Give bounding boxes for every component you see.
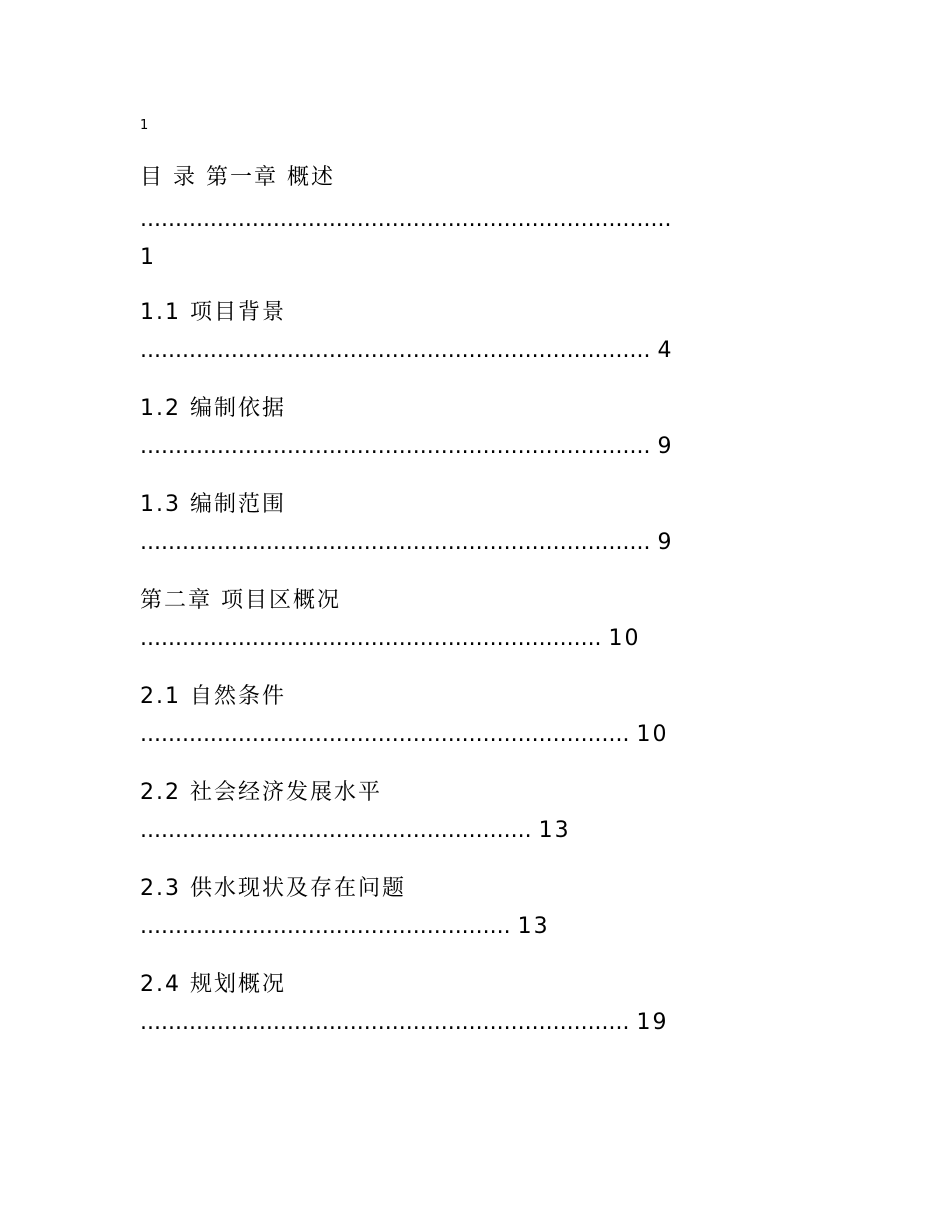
toc-entry-leader	[140, 333, 674, 369]
toc-entry-leader	[140, 813, 571, 849]
toc-leader-dots: .....................................................	[140, 914, 518, 939]
toc-leader-dots: .........................................................................	[140, 434, 658, 459]
toc-entry-chapter-2[interactable]	[140, 583, 641, 657]
toc-entry-title: 2.3 供水现状及存在问题	[140, 876, 406, 901]
toc-leader-dots: ......................................................................	[140, 1010, 637, 1035]
toc-entry-2-1[interactable]	[140, 679, 669, 753]
toc-leader-dots: ..................................................................	[140, 626, 609, 651]
toc-page-number: 19	[636, 1010, 669, 1035]
toc-entry-2-3[interactable]	[140, 871, 550, 945]
toc-entry-chapter-1[interactable]	[140, 160, 671, 276]
toc-entry-title: 第二章 项目区概况	[140, 588, 341, 613]
toc-entry-title: 目 录 第一章 概述	[140, 165, 335, 190]
toc-entry-leader	[140, 909, 550, 945]
toc-leader-dots: ........................................................	[140, 818, 539, 843]
toc-entry-leader	[140, 429, 674, 465]
toc-entry-title: 2.2 社会经济发展水平	[140, 780, 382, 805]
toc-leader-dots: ............................................................................	[140, 207, 672, 232]
toc-entry-title: 1.1 项目背景	[140, 300, 286, 325]
toc-entry-2-2[interactable]	[140, 775, 571, 849]
toc-page-number: 4	[657, 338, 674, 363]
toc-entry-leader	[140, 621, 641, 657]
toc-page-number: 9	[657, 530, 674, 555]
page-number: 1	[140, 118, 149, 133]
toc-entry-title: 1.3 编制范围	[140, 492, 286, 517]
toc-page-number: 10	[608, 626, 641, 651]
toc-entry-title: 1.2 编制依据	[140, 396, 286, 421]
toc-page-number: 9	[657, 434, 674, 459]
toc-entry-leader	[140, 1005, 669, 1041]
toc-page-number: 1	[140, 245, 156, 270]
toc-entry-1-1[interactable]	[140, 295, 674, 369]
toc-entry-title: 2.1 自然条件	[140, 684, 286, 709]
toc-entry-title: 2.4 规划概况	[140, 972, 286, 997]
toc-page-number: 13	[517, 914, 550, 939]
toc-entry-leader	[140, 717, 669, 753]
toc-entry-2-4[interactable]	[140, 967, 669, 1041]
toc-page-number: 10	[636, 722, 669, 747]
toc-entry-1-3[interactable]	[140, 487, 674, 561]
toc-leader-dots: ......................................................................	[140, 722, 637, 747]
toc-page-number: 13	[538, 818, 571, 843]
toc-entry-leader	[140, 525, 674, 561]
toc-entry-1-2[interactable]	[140, 391, 674, 465]
toc-leader-dots: .........................................................................	[140, 530, 658, 555]
toc-leader-dots: .........................................................................	[140, 338, 658, 363]
toc-entry-leader	[140, 202, 671, 238]
toc-entry-page-line	[140, 240, 671, 276]
